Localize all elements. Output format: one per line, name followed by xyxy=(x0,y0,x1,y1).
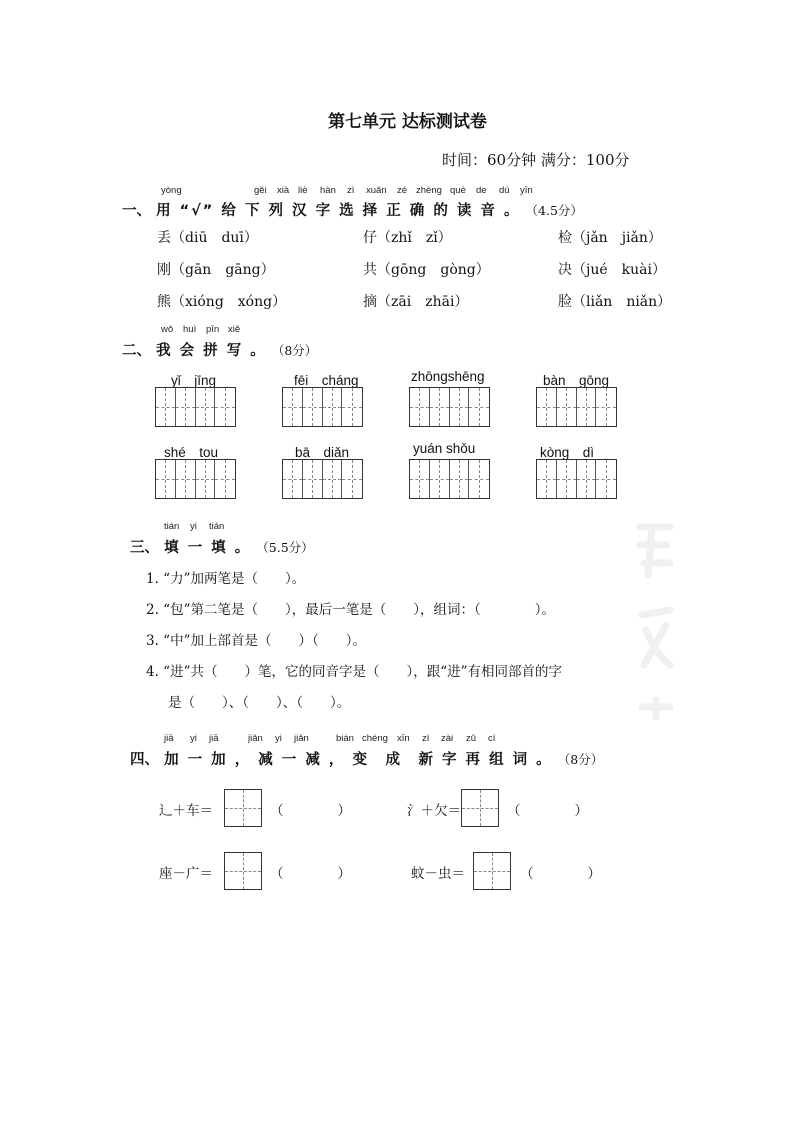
s4-pinyin-5: yi xyxy=(275,733,282,744)
section-1-instruction: 用 “√” 给 下 列 汉 字 选 择 正 确 的 读 音 。 xyxy=(156,203,521,219)
s1-pinyin-12: dú xyxy=(499,185,510,196)
writing-grid-8[interactable] xyxy=(536,459,617,499)
s1-pinyin-8: zé xyxy=(397,185,408,196)
s4-pinyin-13: cí xyxy=(488,733,496,744)
s4-pinyin-8: chéng xyxy=(362,733,388,744)
s3-question-2: 2. “包”第二笔是（ ），最后一笔是（ ），组词：（ ）。 xyxy=(146,602,555,618)
s4-equation-4: 蚊－虫＝ xyxy=(411,866,465,882)
s4-equation-2: 氵＋欠＝ xyxy=(407,803,461,819)
s3-question-4: 4. “进”共（ ）笔，它的同音字是（ ），跟“进”有相同部首的字 xyxy=(146,664,563,680)
section-4-instruction: 加 一 加 ， 减 一 减 ， 变 成 新 字 再 组 词 。 xyxy=(164,752,553,768)
s4-paren-2: （ ） xyxy=(507,803,588,819)
s1-pinyin-9: zhèng xyxy=(416,185,442,196)
s1-item-4: 刚（gān gāng） xyxy=(157,262,275,278)
s4-paren-4: （ ） xyxy=(520,866,601,882)
s2-pinyin-3: pīn xyxy=(206,324,220,335)
answer-box-3[interactable] xyxy=(224,852,262,890)
section-3-instruction: 填 一 填 。 xyxy=(164,540,252,556)
s4-equation-3: 座－广＝ xyxy=(159,866,213,882)
s3-pinyin-2: yi xyxy=(190,521,197,532)
s2-label-2: fēi cháng xyxy=(294,373,359,388)
s1-item-6: 决（jué kuài） xyxy=(558,262,666,278)
s1-item-5: 共（gōng gòng） xyxy=(363,262,490,278)
page-title: 第七单元 达标测试卷 xyxy=(328,112,487,132)
s1-pinyin-2: gěi xyxy=(254,185,267,196)
s4-pinyin-4: jiǎn xyxy=(248,733,263,744)
s4-pinyin-10: zì xyxy=(422,733,430,744)
writing-grid-3[interactable] xyxy=(409,387,490,427)
s1-pinyin-6: zì xyxy=(347,185,355,196)
s2-label-6: bā diǎn xyxy=(295,445,350,460)
section-4-number: 四、 xyxy=(130,752,159,768)
writing-grid-4[interactable] xyxy=(536,387,617,427)
s1-pinyin-5: hàn xyxy=(320,185,336,196)
section-4-heading xyxy=(130,748,603,769)
section-3-points: （5.5分） xyxy=(256,540,314,555)
section-2-points: （8分） xyxy=(271,343,318,358)
s1-pinyin-10: què xyxy=(450,185,466,196)
s2-label-3: zhōngshēng xyxy=(411,369,485,384)
s4-pinyin-2: yi xyxy=(190,733,197,744)
s4-pinyin-1: jiā xyxy=(164,733,174,744)
section-2-number: 二、 xyxy=(122,343,151,359)
s2-label-1: yǐ jīng xyxy=(171,373,217,388)
s4-pinyin-12: zǔ xyxy=(466,733,477,744)
writing-grid-6[interactable] xyxy=(282,459,363,499)
answer-box-2[interactable] xyxy=(461,789,499,827)
s1-item-7: 熊（xióng xóng） xyxy=(157,294,287,310)
s1-pinyin-13: yīn xyxy=(520,185,533,196)
s1-item-3: 检（jǎn jiǎn） xyxy=(558,230,662,246)
section-3-heading xyxy=(130,536,314,557)
s4-pinyin-7: biàn xyxy=(336,733,354,744)
s4-pinyin-6: jiǎn xyxy=(294,733,309,744)
s3-pinyin-1: tián xyxy=(164,521,180,532)
section-4-points: （8分） xyxy=(557,752,604,767)
s1-pinyin-11: de xyxy=(476,185,487,196)
section-1-points: （4.5分） xyxy=(525,203,583,218)
s1-pinyin-1: yòng xyxy=(161,185,182,196)
section-1-heading xyxy=(122,199,583,220)
s3-question-1: 1. “力”加两笔是（ ）。 xyxy=(146,571,306,587)
time-score-info: 时间：60分钟 满分：100分 xyxy=(442,151,630,169)
s4-pinyin-3: jiā xyxy=(209,733,219,744)
s1-pinyin-4: liè xyxy=(298,185,308,196)
answer-box-1[interactable] xyxy=(224,789,262,827)
s2-label-8: kòng dì xyxy=(540,445,595,460)
s4-paren-3: （ ） xyxy=(270,866,351,882)
answer-box-4[interactable] xyxy=(473,852,511,890)
s4-pinyin-9: xīn xyxy=(397,733,410,744)
s4-pinyin-11: zài xyxy=(441,733,454,744)
section-3-number: 三、 xyxy=(130,540,159,556)
section-2-instruction: 我 会 拼 写 。 xyxy=(156,343,267,359)
s2-pinyin-2: huì xyxy=(183,324,197,335)
s3-question-4-cont: 是（ ）、（ ）、（ ）。 xyxy=(168,695,351,711)
writing-grid-5[interactable] xyxy=(155,459,236,499)
writing-grid-1[interactable] xyxy=(155,387,236,427)
s2-pinyin-1: wǒ xyxy=(161,324,174,335)
s1-item-9: 脸（liǎn niǎn） xyxy=(558,294,672,310)
s2-label-4: bàn gōng xyxy=(543,373,610,388)
s2-label-7: yuán shǒu xyxy=(413,441,476,456)
s1-item-8: 摘（zāi zhāi） xyxy=(363,294,469,310)
s2-label-5: shé tou xyxy=(164,445,219,460)
watermark-graphic xyxy=(636,515,676,720)
s1-pinyin-3: xià xyxy=(277,185,290,196)
s1-item-2: 仔（zhǐ zǐ） xyxy=(363,230,452,246)
s3-pinyin-3: tián xyxy=(209,521,225,532)
section-2-heading xyxy=(122,339,317,360)
s3-question-3: 3. “中”加上部首是（ ）（ ）。 xyxy=(146,633,366,649)
writing-grid-2[interactable] xyxy=(282,387,363,427)
s1-pinyin-7: xuǎn xyxy=(366,185,387,196)
writing-grid-7[interactable] xyxy=(409,459,490,499)
section-1-number: 一、 xyxy=(122,203,151,219)
s4-equation-1: 辶＋车＝ xyxy=(159,803,213,819)
s4-paren-1: （ ） xyxy=(270,803,351,819)
s2-pinyin-4: xiě xyxy=(228,324,241,335)
s1-item-1: 丢（diū duī） xyxy=(157,230,258,246)
